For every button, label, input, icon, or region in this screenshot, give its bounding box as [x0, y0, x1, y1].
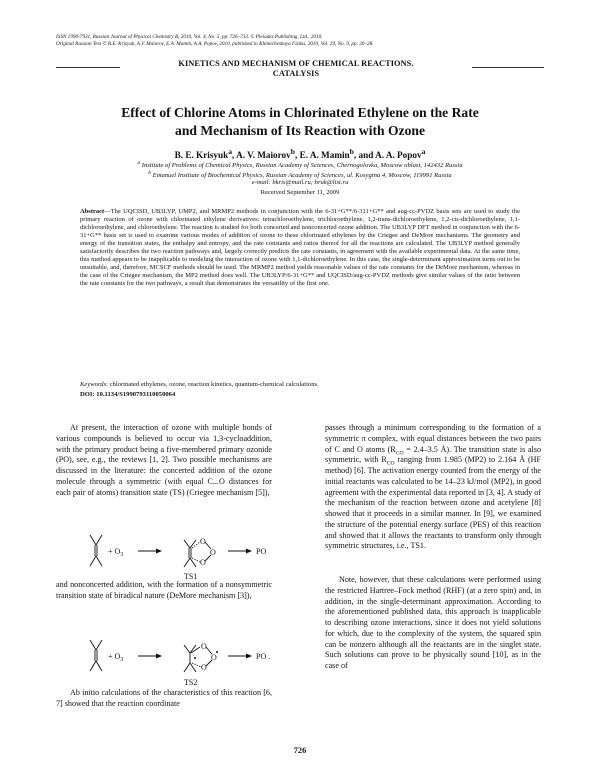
author-3-affil-mark: b — [349, 147, 354, 156]
ts1-oxygen-1: O — [200, 537, 206, 546]
r-co-subscript-1: CO — [395, 450, 404, 457]
section-heading — [120, 59, 472, 79]
ts2-oxygen-1: O — [201, 642, 207, 651]
ts1-oxygen-3: O — [200, 558, 206, 567]
ts1-plus-ozone: + $O_3$ — [108, 547, 124, 558]
ts2-oxygen-2: O — [211, 653, 217, 662]
body-paragraph-right-1 — [325, 423, 541, 552]
body-paragraph-left-2: and nonconcerted addition, with the formation of a nonsymmetric transition state of biradical nature (DeMore mechanism [3]), — [56, 580, 272, 600]
right-p1-part-c: ranging from 1.985 (MP2) to 2.164 Å (HF method) [6]. The activation energy counted from the energy of the initial reactants was calculated to be 14–23 kJ/mol (MP2), in good agreement with the experimental data reported in [3, 4]. A study of the mechanism of the reaction between ozone and acetylene [8] showed that it proceeds in a similar manner. In [9], we examined the structure of the potential energy surface (PES) of this reaction and showed that it allows the reactants to transform only through symmetric structures, i.e., TS1. — [325, 455, 541, 551]
ts1-ts-bond-b — [190, 540, 196, 548]
author-3: E. A. Mamin — [299, 150, 350, 161]
ts1-ts-bond-c — [184, 558, 190, 567]
ts1-arrow-2-head — [246, 549, 252, 554]
ts1-arrow-1-head — [156, 549, 162, 554]
ts1-partial-bond-bottom — [192, 558, 200, 562]
ts1-oxygen-2: O — [210, 548, 216, 557]
section-heading-line-1: KINETICS AND MECHANISM OF CHEMICAL REACTIONS. — [178, 59, 414, 68]
right-p1-part-a: passes through a minimum corresponding to the formation of a symmetric π complex, with equal distances between the two pairs of C and O atoms (R — [325, 423, 541, 454]
page-number: 726 — [293, 746, 307, 755]
ts2-arrow-2-head — [246, 654, 252, 659]
author-list: B. E. Krisyuk$^a$, A. V. Maiorov$^b$, E. A. Mamin$^b$, and A. A. Popov$^a$ — [174, 147, 426, 161]
ts2-reactant-bond-b — [96, 640, 102, 650]
ts2-product: PO . — [256, 652, 271, 661]
affiliation-b-text: Emanuel Institute of Biochemical Physics, Russian Academy of Sciences, ul. Kosygina 4, Moscow, 119991 Russia — [152, 172, 452, 180]
ts2-partial-bond — [192, 663, 201, 667]
abstract-label: Abstract — [80, 208, 105, 215]
body-paragraph-right-2: Note, however, that these calculations were performed using the restricted Hartree–Fock method (RHF) (at a zero spin) and, in addition, in the single-determinant approximation. According to the aforementioned published data, this approach is inapplicable to describing ozone interactions, since it does not yield solutions for which, due to the complexity of the system, the squared spin can be nonzero although all the reactants are in the singlet state. Such solutions can prove to be physically sound [10], as in the case of — [325, 575, 541, 670]
section-rule-right — [472, 67, 544, 68]
ts1-label: TS1 — [184, 572, 198, 581]
author-email: e-mail: bkris@mail.ru; hruk@list.ru — [251, 179, 349, 186]
r-co-subscript-2: CO — [386, 460, 395, 467]
received-date: Received September 11, 2009 — [260, 189, 340, 196]
author-2: A. V. Maiorov — [236, 150, 291, 161]
ts2-ts-bond-c — [184, 663, 190, 672]
ts2-reactant-bond-c — [90, 661, 96, 671]
ts1-ts-bond-a — [184, 540, 190, 548]
keywords-text: : chlorinated ethylenes, ozone, reaction kinetics, quantum-chemical calculations. — [106, 381, 319, 388]
author-1: B. E. Krisyuk — [174, 150, 229, 161]
paper-title — [60, 104, 540, 139]
ts2-arrow-1-head — [156, 654, 162, 659]
paper-title-line-1: Effect of Chlorine Atoms in Chlorinated Ethylene on the Rate — [121, 105, 479, 120]
affiliation-a-text: Institute of Problems of Chemical Physics, Russian Academy of Sciences, Chernogolovka, Moscow oblast, 142432 Russia — [141, 162, 463, 170]
ts1-reactant-bond-d — [96, 556, 102, 566]
affiliation-b-mark: b — [148, 170, 152, 176]
ts2-ts-bond-a — [184, 645, 190, 653]
paper-title-line-2: and Mechanism of Its Reaction with Ozone — [175, 122, 425, 138]
section-heading-line-2: CATALYSIS — [272, 69, 320, 78]
body-paragraph-left-3: Ab initio calculations of the characteristics of this reaction [6, 7] showed that the reaction coordinate — [56, 688, 272, 708]
ts1-reactant-bond-a — [90, 535, 96, 545]
ts2-plus-ozone: + $O_3$ — [108, 652, 124, 663]
keywords — [80, 381, 520, 389]
ts2-reactant-bond-a — [90, 640, 96, 650]
author-2-affil-mark: b — [290, 147, 296, 156]
author-1-affil-mark: a — [228, 147, 233, 156]
section-rule-left — [56, 67, 120, 68]
author-4: and A. A. Popov — [358, 150, 422, 161]
ts2-label: TS2 — [184, 678, 198, 687]
abstract — [80, 208, 520, 288]
ts2-reactant-bond-d — [96, 661, 102, 671]
body-paragraph-left-1: At present, the interaction of ozone with multiple bonds of various compounds is believed to occur via 1,3-cycloaddition, with the primary product being a five-membered primary ozonide (PO), see, e.g., the reviews [1, 2]. Two possible mechanisms are discussed in the literature: the concerted addition of the ozone molecule through a symmetric (with equal C...O distances for each pair of atoms) transition state (TS) (Criegee mechanism [5]), — [56, 423, 272, 497]
ts2-radical-dot-2 — [194, 657, 196, 659]
ts1-reactant-bond-c — [90, 556, 96, 566]
ts1-reactant-bond-b — [96, 535, 102, 545]
affiliation-a-mark: a — [137, 160, 141, 166]
author-4-affil-mark: a — [421, 147, 426, 156]
keywords-label: Keywords — [80, 381, 107, 388]
ts1-product: PO — [256, 547, 267, 556]
abstract-text: —The UQCISD, UB3LYP, UMP2, and MRMP2 methods in conjunction with the 6-31+G**/6-311+G** and aug-cc-PVDZ basis sets are used to study the primary reaction of ozone with chlorinated ethylene derivatives: tetrachloroethylene, trichloroethylene, 1,2-trans-dichloroethylene, 1,2-cis-dichloroethylene, 1,1-dichloroethylene, and chloroethylene. The reaction is studied for both concerted and nonconcerted ozone addition. The UB3LYP DFT method in conjunction with the 6-31+G** basis set is used to examine various modes of addition of ozone to these chlorinated ethylenes by the Criegee and DeMore mechanisms. The geometry and energy of the transition states, the enthalpy and entropy, and the rate constants and ratios thereof for all the reactions are calculated. The UB3LYP method generally satisfactorily describes the two reaction pathways and, largely correctly predicts the rate constants, in agreement with the available experimental data. At the same time, this method appears to be inapplicable to modeling the interaction of ozone with 1,1-dichloroethylene. In this case, the single-determinant approximation turns out to be unsuitable, and, therefore, MCSCF methods should be used. The MRMP2 method yields reasonable values of the rate constants for the DeMore mechanism, whereas in the case of the Criegee mechanism, the MP2 method does well. The UB3LYP/6-31+G** and UQCISD/aug-cc-PVDZ methods give similar values of the ratio between the rate constants for the two pathways, a result that demonstrates the versatility of the first one. — [80, 208, 520, 287]
ts2-oxygen-3: O — [201, 663, 207, 672]
right-p1-part-b: = 2.4–3.5 Å). The transition state is also symmetric, with R — [325, 444, 541, 465]
journal-header-line-1: ISSN 1990-7931, Russian Journal of Physical Chemistry B, 2010, Vol. 4, No. 5, pp. 726–733. © Pleiades Publishing, Ltd., 2010. — [56, 34, 323, 40]
ts1-partial-bond-top — [192, 542, 200, 548]
reaction-scheme-ts2 — [76, 635, 276, 687]
doi: DOI: 10.1134/S1990793110050064 — [80, 391, 176, 398]
journal-header-line-2: Original Russian Text © B.E. Krisyuk, A.V. Maiorov, E.A. Mamin, A.A. Popov, 2010, published in Khimicheskaya Fizika, 2010, Vol. 29, No. 9, pp. 20–28. — [56, 41, 374, 47]
reaction-scheme-ts1 — [76, 531, 276, 581]
